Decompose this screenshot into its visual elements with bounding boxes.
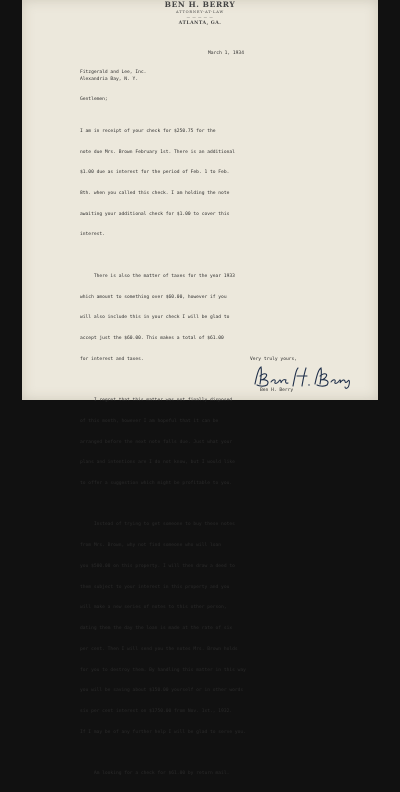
body-line (80, 253, 246, 260)
letterhead-address: — — — — — (186, 15, 214, 19)
body-line: per cent. Then I will send you the notes Mrs. Brown holds (80, 646, 238, 652)
recipient-line-2: Alexandria Bay, N. Y. (80, 76, 139, 82)
letterhead-title: ATTORNEY-AT-LAW (176, 10, 224, 14)
letterhead-city: ATLANTA, GA. (178, 21, 222, 26)
body-line: $1.00 due as interest for the period of Feb. 1 to Feb. (80, 170, 230, 176)
body-line: to offer a suggestion which might be profitable to you. (80, 481, 233, 487)
body-line: note due Mrs. Brown February 1st. There is an additional (80, 149, 235, 155)
body-line: which amount to something over $60.00, however if you (80, 294, 227, 300)
body-line (80, 750, 246, 757)
body-line: arranged before the next note falls due. Just what your (80, 439, 233, 445)
body-line: 8th. when you called this check. I am holding the note (80, 190, 230, 196)
body-line: I regret that this matter was not finally disposed (80, 398, 233, 404)
body-line: six per cent interest on $1750.00 from Nov. 1st., 1932. (80, 708, 233, 714)
salutation: Gentlemen; (80, 97, 108, 102)
recipient-line-1: Fitzgerald and Lee, Inc. (80, 70, 147, 75)
closing: Very truly yours, (250, 357, 298, 362)
body-line: awaiting your additional check for $1.00 to cover this (80, 211, 230, 217)
body-line: There is also the matter of taxes for the year 1933 (80, 273, 235, 279)
recipient-address (80, 70, 146, 84)
body-line: accept just the $60.00. This makes a total of $61.00 (80, 336, 224, 341)
body-line: If I may be of any further help I will be glad to serve you. (80, 729, 246, 735)
handwritten-signature (249, 364, 353, 390)
body-line: for you to destroy them. By handling this matter in this way (80, 667, 246, 673)
body-line: of this month, however I am hopeful that it can be (80, 418, 219, 424)
body-line: will also include this in your check I will be glad to (80, 315, 230, 321)
body-line (80, 502, 246, 509)
body-line: will make a new series of notes to this other person, (80, 605, 227, 611)
letter-page (22, 0, 378, 777)
body-line: for interest and taxes. (80, 356, 144, 362)
letter-date: March 1, 1934 (208, 51, 244, 56)
body-line: dating them the day the loan is made at the rate of six (80, 626, 233, 632)
body-line: I am in receipt of your check for $250.75 for the (80, 128, 216, 134)
body-line: them subject to your interest in this property and you (80, 584, 230, 590)
typed-signer-name: Ben H. Berry (260, 388, 294, 393)
body-line: plans and intentions are I do not know, but I would like (80, 460, 235, 466)
body-line (80, 377, 246, 384)
body-line: from Mrs. Brown, why not find someone who will loan (80, 543, 222, 549)
body-line: Am looking for a check for $61.00 by return mail. (80, 771, 230, 777)
letterhead-name: BEN H. BERRY (164, 0, 236, 9)
body-line: you will be saving about $150.00 yourself or in other words (80, 688, 244, 694)
body-line: Instead of trying to get someone to buy these notes (80, 522, 235, 528)
body-line: you $500.00 on this property. I will then draw a deed to (80, 563, 235, 569)
body-line: interest. (80, 232, 105, 238)
letter-body (80, 115, 246, 792)
